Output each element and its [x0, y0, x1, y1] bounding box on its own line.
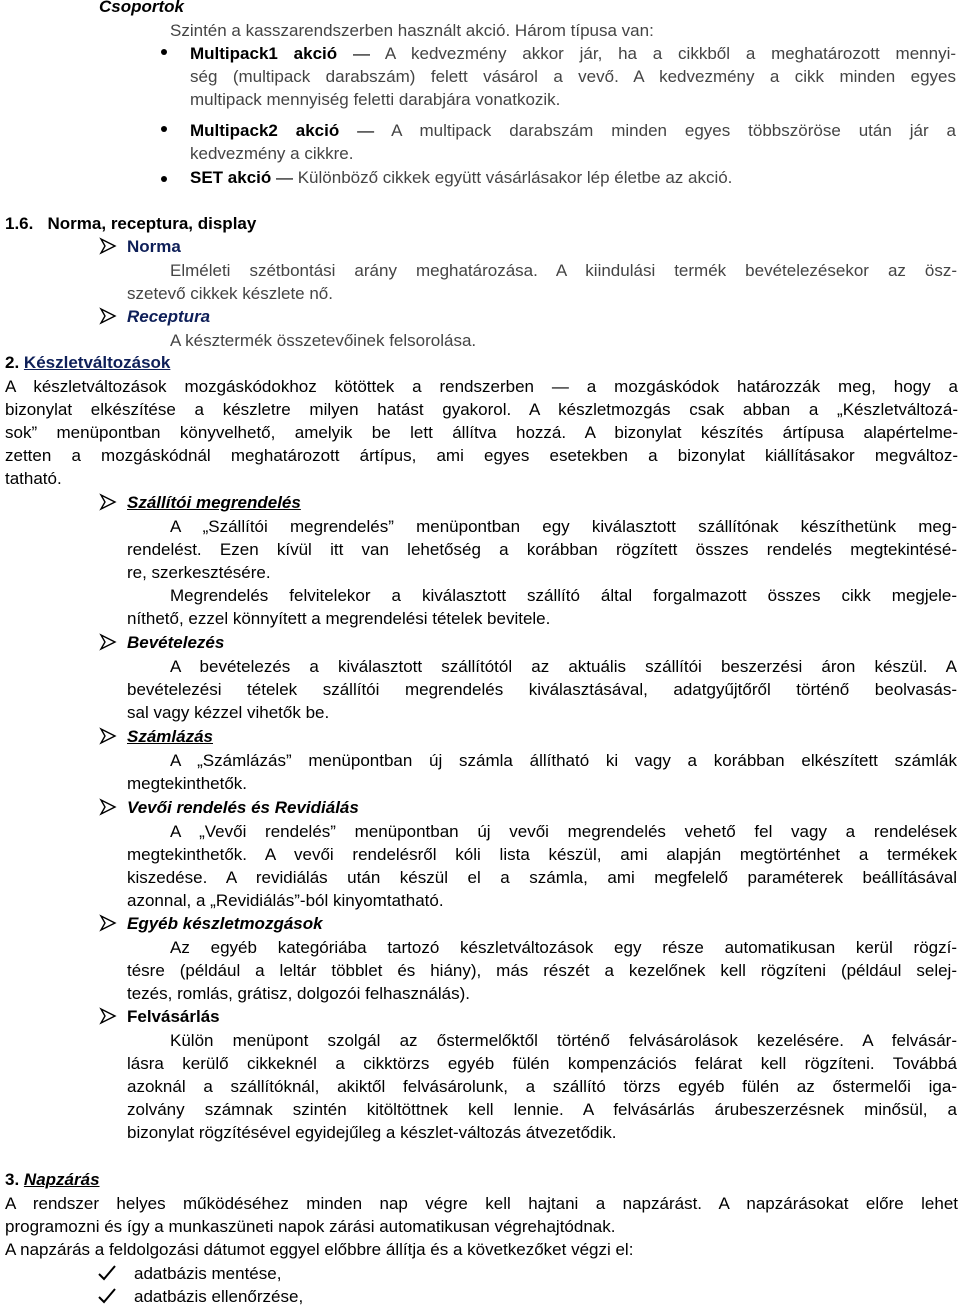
multipack2-desc-1: A multipack darabszám minden egyes többszöröse után jár a: [391, 121, 956, 140]
multipack1-line-3: multipack mennyiség feletti darabjára vonatkozik.: [190, 90, 561, 109]
szamlazas-line-2: megtekinthetők.: [127, 774, 248, 793]
arrowhead-icon: [99, 797, 117, 817]
felvasarlas-line-4: zolvány számnak szintén kitöltöttnek kell lennie. A felvásárlás árubeszerzésnek minősül, a: [127, 1100, 957, 1119]
section-3-heading: [5, 1168, 100, 1191]
felvasarlas-line-1: Külön menüpont szolgál az őstermelőktől történő felvásárolások kezelésére. A felvásár-: [170, 1031, 957, 1050]
szallitoi-line-1: A „Szállítói megrendelés” menüpontban egy kiválasztott szállítónak készíthetünk meg-: [170, 517, 957, 536]
section-2-line-3: sok” menüpontban könyvelhető, amelyik be lett állítva hozzá. A bizonylat készítés ártípusa alapértelme-: [5, 423, 958, 442]
section-1-6-heading: 1.6. Norma, receptura, display: [5, 214, 257, 233]
multipack1-line-1: Multipack1 akció — A kedvezmény akkor jár, ha a cikkből a meghatározott mennyi-: [190, 44, 957, 63]
felvasarlas-line-2: lásra kerülő cikkeknél a cikktörzs egyéb fülén kompenzációs felárat kell rögzíteni. Továbbá: [127, 1054, 957, 1073]
csoportok-title: Csoportok: [99, 0, 184, 16]
vevoi-line-3: kiszedése. A revidiálás után készül el a számla, ami megfelelő paraméterek beállításával: [127, 868, 957, 887]
csoportok-intro: Szintén a kasszarendszerben használt akció. Három típusa van:: [170, 21, 654, 40]
szallitoi-line-2: rendelést. Ezen kívül itt van lehetőség a korábban rögzített összes rendelés megtekintésé-: [127, 540, 957, 559]
bullet-icon: [161, 126, 167, 132]
egyeb-line-1: Az egyéb kategóriába tartozó készletváltozások egy része automatikusan kerül rögzí-: [170, 938, 957, 957]
arrowhead-icon: [99, 236, 117, 256]
section-2-line-1: A készletváltozások mozgáskódokhoz kötöttek a rendszerben — a mozgáskódok határozzák meg, hogy a: [5, 377, 958, 396]
section-3-line-1: A rendszer helyes működéséhez minden nap végre kell hajtani a napzárást. A napzárásokat előre lehet: [5, 1194, 958, 1213]
arrowhead-icon: [99, 913, 117, 933]
vevoi-line-1: A „Vevői rendelés” menüpontban új vevői megrendelés vehető fel vagy a rendelések: [170, 822, 957, 841]
bevetelezes-line-3: sal vagy kézzel vihetők be.: [127, 703, 330, 722]
checkmark-icon: [97, 1286, 117, 1306]
arrowhead-icon: [99, 306, 117, 326]
section-2-heading: [5, 351, 170, 374]
receptura-line-1: A késztermék összetevőinek felsorolása.: [170, 331, 477, 350]
egyeb-line-2: tésre (például a leltár többlet és hiány), más részét a kezelőnek kell rögzíteni (például selej-: [127, 961, 957, 980]
section-2-line-4: zetten a mozgáskódnál meghatározott ártípus, ami egyes esetekben a bizonylat kiállításakor megváltoz-: [5, 446, 958, 465]
arrowhead-icon: [99, 632, 117, 652]
checklist-item-2: adatbázis ellenőrzése,: [134, 1287, 304, 1306]
multipack1-line-2: ség (multipack darabszám) felett vásárol a vevő. A kedvezmény a cikk minden egyes: [190, 67, 956, 86]
section-2-line-5: tatható.: [5, 469, 62, 488]
vevoi-rendeles-title: Vevői rendelés és Revidiálás: [127, 798, 359, 817]
bevetelezes-title: Bevételezés: [127, 633, 225, 652]
norma-line-2: szetevő cikkek készlete nő.: [127, 284, 333, 303]
egyeb-line-3: tezés, romlás, grátisz, dolgozói felhasználás).: [127, 984, 470, 1003]
receptura-title: Receptura: [127, 307, 211, 326]
szallitoi-line-5: níthető, ezzel könnyített a megrendelési tételek bevitele.: [127, 609, 551, 628]
bevetelezes-line-1: A bevételezés a kiválasztott szállítótól az aktuális szállítói beszerzési áron készül. A: [170, 657, 957, 676]
arrowhead-icon: [99, 1006, 117, 1026]
szamlazas-line-1: A „Számlázás” menüpontban új számla állítható ki vagy a korábban elkészített számlák: [170, 751, 957, 770]
felvasarlas-line-3: azoknál a szállítóknál, akiktől felvásárolunk, a szállító törzs egyéb fülén az őstermelői iga-: [127, 1077, 957, 1096]
multipack2-line-2: kedvezmény a cikkre.: [190, 144, 354, 163]
multipack2-line-1: Multipack2 akció — A multipack darabszám minden egyes többszöröse után jár a: [190, 121, 956, 140]
szallitoi-megrendeles-title: Szállítói megrendelés: [127, 493, 301, 512]
multipack1-name: Multipack1 akció: [190, 44, 338, 63]
section-3-line-3: A napzárás a feldolgozási dátumot eggyel előbbre állítja és a következőket végzi el:: [5, 1240, 634, 1259]
vevoi-line-4: azonnal, a „Revidiálás”-ból kinyomtatható.: [127, 891, 444, 910]
felvasarlas-line-5: bizonylat rögzítésével egyidejűleg a készlet-változás átvezetődik.: [127, 1123, 617, 1142]
arrowhead-icon: [99, 726, 117, 746]
section-3-line-2: programozni és így a munkaszüneti napok zárási automatikusan végrehajtódnak.: [5, 1217, 616, 1236]
vevoi-line-2: megtekinthetők. A vevői rendelésről kóli lista készül, ami alapján megtörténhet a termékek: [127, 845, 957, 864]
arrowhead-icon: [99, 492, 117, 512]
set-line: SET akció — Különböző cikkek együtt vásárlásakor lép életbe az akció.: [190, 168, 733, 187]
checkmark-icon: [97, 1263, 117, 1283]
checklist-item-1: adatbázis mentése,: [134, 1264, 282, 1283]
bullet-icon: [161, 176, 167, 182]
szamlazas-title: Számlázás: [127, 727, 213, 746]
multipack2-name: Multipack2 akció: [190, 121, 340, 140]
set-name: SET akció: [190, 168, 272, 187]
section-3-number: 3.: [5, 1170, 20, 1189]
section-3-title: Napzárás: [23, 1170, 100, 1189]
szallitoi-line-4: Megrendelés felvitelekor a kiválasztott szállító által forgalmazott összes cikk megjele-: [170, 586, 957, 605]
set-desc: Különböző cikkek együtt vásárlásakor lép életbe az akció.: [297, 168, 733, 187]
section-2-line-2: bizonylat elkészítése a készletre milyen hatást gyakorol. A készletmozgás csak abban a „Készletváltozá-: [5, 400, 958, 419]
norma-line-1: Elméleti szétbontási arány meghatározása. A kiindulási termék bevételezésekor az ösz-: [170, 261, 957, 280]
section-2-number: 2.: [5, 353, 20, 372]
szallitoi-line-3: re, szerkesztésére.: [127, 563, 271, 582]
multipack1-desc-1: A kedvezmény akkor jár, ha a cikkből a meghatározott mennyi-: [384, 44, 957, 63]
felvasarlas-title: Felvásárlás: [127, 1007, 220, 1026]
bullet-icon: [161, 49, 167, 55]
section-2-title: Készletváltozások: [23, 353, 171, 372]
egyeb-keszletmozgasok-title: Egyéb készletmozgások: [127, 914, 323, 933]
norma-title: Norma: [127, 237, 181, 256]
bevetelezes-line-2: bevételezési tételek szállítói megrendelés kiválasztásával, adatgyűjtőről történő beolvasás-: [127, 680, 957, 699]
